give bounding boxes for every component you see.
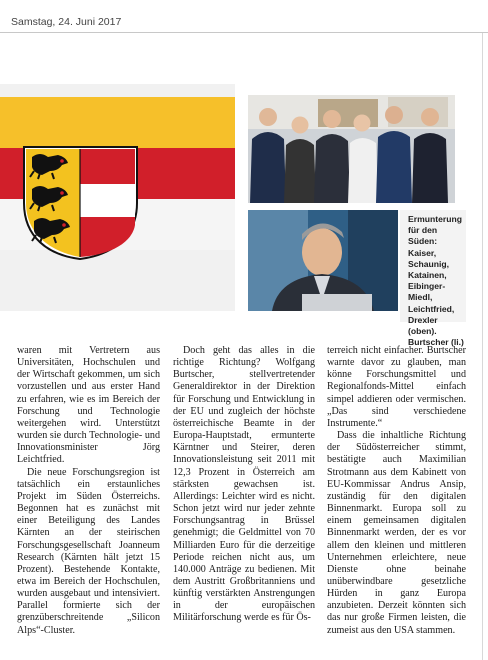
header-divider	[0, 32, 488, 33]
article-column-3	[327, 345, 466, 637]
portrait-photo	[248, 210, 398, 311]
issue-date: Samstag, 24. Juni 2017	[11, 16, 122, 28]
photo-caption: Ermunterung für den Süden: Kaiser, Schaunig, Katainen, Eibinger-Miedl, Leichtfried, Drexler (oben). Burtscher (li.)	[408, 214, 464, 348]
paragraph: terreich nicht einfacher. Burtscher warnte davor zu glauben, man könne Forschungsmittel und Regionalfonds-Mittel einfach simpel addieren oder vermischen. „Das sind verschiedene Instrumente.“	[327, 345, 466, 429]
photo-caption-box	[400, 210, 466, 348]
group-photo	[248, 95, 455, 203]
article-column-1	[17, 345, 160, 637]
page-edge-divider	[482, 33, 483, 660]
paragraph: Dass die inhaltliche Richtung der Südösterreicher stimmt, bestätigte auch Maximilian Strotmann aus dem Kabinett von EU-Kommissar Andrus Ansip, zuständig für den digitalen Binnenmarkt. Europa soll zu einem gemeinsamen digitalen Binnenmarkt werden, der es vor allem den kleinen und mittleren Unternehmen erleichtere, neue Dienste ohne beinahe unüberwindbare gesetzliche Hürden in ganz Europa anzubieten. Derzeit könnten sich das nur große Firmen leisten, die zumeist aus den USA stammen.	[327, 430, 466, 636]
flag-stripe-yellow	[0, 97, 235, 148]
paragraph: Doch geht das alles in die richtige Richtung? Wolfgang Burtscher, stellvertretender Generaldirektor in der Direktion für Forschung und Entwicklung in der EU und zugleich der höchste österreichische Beamte in der Europa-Hauptstadt, ermunterte Kärntner und Steirer, deren Innovationsleistung seit 2011 mit 12,3 Prozent in Österreich am stärksten gewachsen ist. Allerdings: Leichter wird es nicht. Schon jetzt wird nur jeder zehnte Forschungsantrag in Brüssel genehmigt; die Geldmittel von 70 Milliarden Euro für die derzeitige Periode reichen nicht aus, um 140.000 Anträge zu bedienen. Mit dem Austritt Großbritanniens und künftig verstärkten Anstrengungen in der europäischen Militärforschung werde es für Ös-	[173, 345, 315, 624]
article-column-2	[173, 345, 315, 625]
paragraph: waren mit Vertretern aus Universitäten, Hochschulen und der Wirtschaft gekommen, um sich vorzustellen und aus erster Hand zu erfahren, wie es im Bereich der Forschung und Technologie weitergehen wird. Unterstützt wurden sie durch Technologie- und Innovationsminister Jörg Leichtfried.	[17, 345, 160, 466]
paragraph: Die neue Forschungsregion ist tatsächlich ein erstaunliches Projekt im Süden Österreichs. Begonnen hat es zunächst mit einer Beteiligung des Landes Kärnten an der steirischen Forschungsgesellschaft Joanneum Research (Kärnten hält jetzt 15 Prozent). Bestehende Kontakte, etwa im Bereich der Hochschulen, wurden ausgebaut und intensiviert. Parallel formierte sich der grenzüberschreitende „Silicon Alps“-Cluster.	[17, 466, 160, 636]
carinthia-coat-of-arms-icon	[22, 145, 139, 261]
